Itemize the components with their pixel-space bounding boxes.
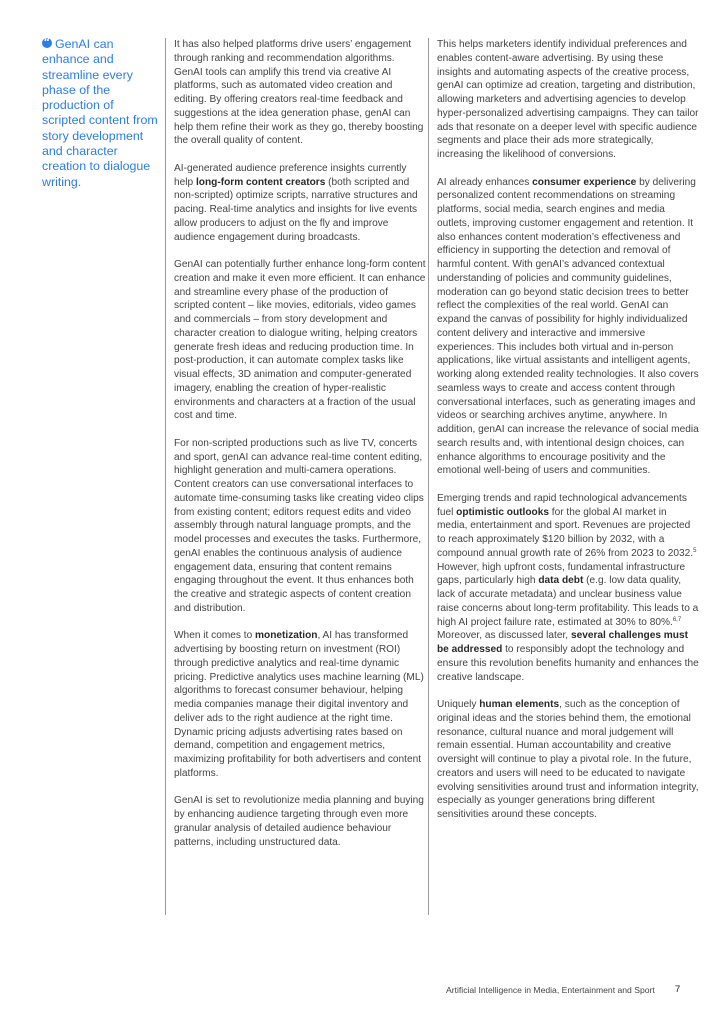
paragraph — [437, 176, 699, 479]
footer-title: Artificial Intelligence in Media, Entertainment and Sport — [446, 985, 655, 995]
text: Uniquely — [437, 699, 480, 710]
text: by delivering personalized content recommendations on streaming platforms, social media, search engines and media outlets, improving customer engagement and retention. It also enhances content moderation’s effectiveness and efficiency in supporting the detection and removal of harmful content. With genAI’s advanced contextual understanding of policies and community guidelines, moderation can go beyond static decision trees to better reflect the complexities of the real world. GenAI can expand the canvas of possibility for highly individualized content delivery and interactive and immersive experiences. This includes both virtual and in-person applications, like virtual assistants and intelligent agents, working along extended reality technologies. It also covers seamless ways to create and access content through conversational interfaces, such as generating images and videos or searching archives anytime, anywhere. In addition, genAI can increase the relevance of social media search results and, with intentional design choices, can enhance algorithms to encourage positivity and the emotional well-being of users and communities. — [437, 176, 699, 477]
emphasis: human elements — [479, 699, 560, 710]
text: When it comes to — [174, 630, 256, 642]
body-column-right — [428, 38, 699, 915]
text: to responsibly adopt the technology and ensure this revolution benefits humanity and enhances the creative landscape. — [437, 644, 699, 683]
emphasis: long-form content creators — [195, 176, 326, 188]
text: (e.g. low data quality, lack of accurate metadata) and unclear business value raise concerns about long-term profitability. This leads to a high AI project failure rate, estimated at 30% to 80%. — [437, 575, 699, 628]
page-number: 7 — [675, 984, 681, 995]
text: Moreover, as discussed later, — [437, 630, 571, 642]
paragraph: GenAI is set to revolutionize media planning and buying by enhancing audience targeting through even more granular analysis of detailed audience behaviour patterns, including unstructured data. — [174, 795, 424, 848]
paragraph: This helps marketers identify individual preferences and enables content-aware advertising. By using these insights and automating aspects of the creative process, genAI can optimize ad creation, targeting and distribution, allowing marketers and advertising agencies to develop hyper-personalized advertising campaigns. They can tailor ads that resonate on a deeper level with specific audience segments and place their ads more strategically, increasing the likelihood of conversions. — [437, 39, 699, 160]
paragraph: For non-scripted productions such as live TV, concerts and sport, genAI can advance real-time content editing, highlight generation and multi-camera operations. Content creators can use conversational interfaces to automate time-consuming tasks like creating video clips from existing content; editors request edits and video assembly through natural language prompts, and the model processes and executes the tasks. Furthermore, genAI enables the continuous analysis of audience engagement data, ensuring that content remains engaging throughout the event. It thus enhances both the creative and strategic aspects of content creation and distribution. — [174, 437, 424, 614]
text: Emerging trends and rapid technological advancements fuel — [437, 492, 687, 518]
footnote-ref[interactable]: 6,7 — [672, 616, 682, 623]
paragraph — [174, 162, 426, 245]
text: AI-generated audience preference insights currently help — [174, 162, 407, 188]
paragraph: It has also helped platforms drive users’ engagement through ranking and recommendation algorithms. GenAI tools can amplify this trend via creative AI platforms, such as automated video creation and editing. By offering creators real-time feedback and suggestions at the idea generation phase, genAI can help them refine their work as they go, thereby boosting the overall quality of content. — [174, 39, 424, 147]
footnote-ref[interactable]: 5 — [693, 547, 697, 554]
emphasis: monetization — [255, 630, 318, 642]
page-footer — [446, 984, 681, 995]
pull-quote-column — [42, 37, 160, 190]
paragraph — [174, 629, 426, 780]
emphasis: consumer experience — [532, 176, 637, 188]
pull-quote — [42, 37, 160, 190]
emphasis: optimistic outlooks — [456, 506, 549, 518]
text: However, high upfront costs, fundamental infrastructure gaps, particularly high — [437, 561, 686, 587]
text: (both scripted and non-scripted) optimize scripts, narrative structures and pacing. Real-time analytics and insights for live events allow producers to adjust on the fly and improve audience engagement during broadcasts. — [174, 176, 418, 243]
text: for the global AI market in media, entertainment and sport. Revenues are projected to reach approximately $120 billion by 2032, with a compound annual growth rate of 26% from 2023 to 2032. — [437, 506, 694, 559]
body-column-middle — [165, 38, 426, 915]
paragraph — [437, 492, 699, 685]
emphasis: data debt — [538, 575, 584, 587]
quote-icon — [42, 38, 52, 48]
paragraph — [437, 698, 699, 822]
text: AI already enhances — [437, 176, 533, 188]
text: , AI has transformed advertising by boosting return on investment (ROI) through predictive analytics and real-time dynamic pricing. Predictive analytics uses machine learning (ML) algorithms to forecast consumer behaviour, helping media companies manage their digital inventory and deliver ads to the right audience at the right time. Dynamic pricing adjusts advertising rates based on demand, competition and engagement metrics, maximizing profitability for both advertisers and content platforms. — [174, 630, 424, 779]
paragraph: GenAI can potentially further enhance long-form content creation and make it even more efficient. It can enhance and streamline every phase of the production of scripted content – like movies, editorials, video games and commercials – from story development and character creation to dialogue writing, helping creators generate fresh ideas and reducing production time. In post-production, it can automate complex tasks like visual effects, 3D animation and computer-generated imagery, enabling the creation of hyper-realistic environments and characters at a fraction of the usual cost and time. — [174, 259, 426, 422]
emphasis: several challenges must be addressed — [437, 630, 688, 655]
text: , such as the conception of original ideas and the stories behind them, the emotional resonance, cultural nuance and moral judgement will remain essential. Human accountability and creative oversight will continue to play a pivotal role. In the future, creators and users will need to be educated to navigate evolving sensitivities around trust and information integrity, especially as younger generations bring different sensitivities around these concepts. — [437, 699, 699, 820]
pull-quote-text: GenAI can enhance and streamline every phase of the production of scripted content from story development and character creation to dialogue writing. — [42, 37, 158, 189]
